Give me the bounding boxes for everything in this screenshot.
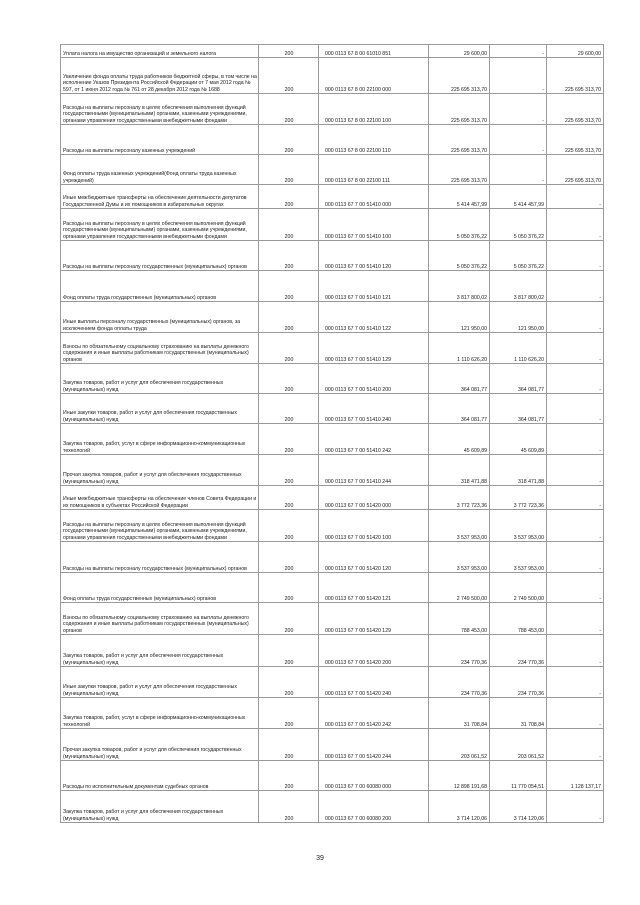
row-name: Расходы на выплаты персоналу государственных (муниципальных) органов — [61, 241, 259, 271]
row-unexecuted-amount: - — [547, 635, 604, 667]
row-name: Закупка товаров, работ, услуг в сфере информационно-коммуникационных технологий — [61, 698, 259, 729]
row-executed-amount: 31 708,84 — [490, 698, 547, 729]
row-unexecuted-amount: - — [547, 424, 604, 455]
row-line-code: 200 — [259, 603, 319, 635]
row-unexecuted-amount: 225 695 313,70 — [547, 94, 604, 125]
row-budget-code: 000 0113 67 8 00 22100 110 — [319, 125, 429, 155]
row-unexecuted-amount: - — [547, 394, 604, 424]
row-executed-amount: 1 110 626,20 — [490, 333, 547, 364]
row-line-code: 200 — [259, 125, 319, 155]
row-approved-amount: 29 600,00 — [429, 45, 490, 58]
row-unexecuted-amount: - — [547, 510, 604, 542]
table-row — [61, 155, 604, 185]
table-row — [61, 58, 604, 94]
row-name: Фонд оплаты труда государственных (муниципальных) органов — [61, 573, 259, 603]
table-row — [61, 635, 604, 667]
table-row — [61, 455, 604, 486]
row-unexecuted-amount: - — [547, 209, 604, 241]
row-name: Фонд оплаты труда казенных учреждений(Фонд оплаты труда казенных учреждений) — [61, 155, 259, 185]
row-unexecuted-amount: 225 695 313,70 — [547, 125, 604, 155]
row-executed-amount: 5 414 457,99 — [490, 185, 547, 209]
row-budget-code: 000 0113 67 7 00 51410 240 — [319, 394, 429, 424]
report-sheet — [60, 44, 603, 823]
row-budget-code: 000 0113 67 7 00 51410 242 — [319, 424, 429, 455]
row-executed-amount: 788 453,00 — [490, 603, 547, 635]
row-unexecuted-amount: - — [547, 603, 604, 635]
row-executed-amount: 45 609,89 — [490, 424, 547, 455]
row-budget-code: 000 0113 67 8 00 22100 100 — [319, 94, 429, 125]
row-executed-amount: 3 817 800,02 — [490, 271, 547, 302]
row-approved-amount: 234 770,36 — [429, 667, 490, 698]
row-executed-amount: - — [490, 94, 547, 125]
row-line-code: 200 — [259, 58, 319, 94]
row-approved-amount: 5 414 457,99 — [429, 185, 490, 209]
row-approved-amount: 234 770,36 — [429, 635, 490, 667]
row-executed-amount: 364 081,77 — [490, 364, 547, 394]
table-row — [61, 333, 604, 364]
row-name: Закупка товаров, работ и услуг для обеспечения государственных (муниципальных) нужд — [61, 635, 259, 667]
row-unexecuted-amount: - — [547, 486, 604, 510]
row-approved-amount: 12 898 191,68 — [429, 761, 490, 791]
table-row — [61, 45, 604, 58]
row-name: Расходы на выплаты персоналу государственных (муниципальных) органов — [61, 542, 259, 573]
row-name: Взносы по обязательному социальному страхованию на выплаты денежного содержания и иные выплаты работникам государственных (муниципальных) органов — [61, 333, 259, 364]
table-row — [61, 394, 604, 424]
row-line-code: 200 — [259, 271, 319, 302]
row-budget-code: 000 0113 67 7 00 51420 129 — [319, 603, 429, 635]
row-name: Иные межбюджетные трансферты на обеспечение деятельности депутатов Государственной Думы и их помощников в избирательных округах — [61, 185, 259, 209]
row-name: Расходы на выплаты персоналу казенных учреждений — [61, 125, 259, 155]
table-row — [61, 542, 604, 573]
row-name: Расходы по исполнительным документам судебных органов — [61, 761, 259, 791]
row-approved-amount: 5 050 376,22 — [429, 209, 490, 241]
row-name: Закупка товаров, работ, услуг в сфере информационно-коммуникационных технологий — [61, 424, 259, 455]
row-unexecuted-amount: - — [547, 271, 604, 302]
row-budget-code: 000 0113 67 7 00 51410 200 — [319, 364, 429, 394]
row-line-code: 200 — [259, 241, 319, 271]
row-line-code: 200 — [259, 635, 319, 667]
row-unexecuted-amount: - — [547, 241, 604, 271]
row-line-code: 200 — [259, 573, 319, 603]
row-executed-amount: 234 770,36 — [490, 667, 547, 698]
row-budget-code: 000 0113 67 7 00 51420 200 — [319, 635, 429, 667]
row-unexecuted-amount: - — [547, 185, 604, 209]
row-approved-amount: 121 950,00 — [429, 302, 490, 333]
table-row — [61, 302, 604, 333]
row-executed-amount: - — [490, 125, 547, 155]
row-name: Уплата налога на имущество организаций и земельного налога — [61, 45, 259, 58]
row-line-code: 200 — [259, 155, 319, 185]
row-executed-amount: 3 537 953,00 — [490, 510, 547, 542]
row-executed-amount: 11 770 054,51 — [490, 761, 547, 791]
table-row — [61, 94, 604, 125]
row-approved-amount: 788 453,00 — [429, 603, 490, 635]
row-name: Фонд оплаты труда государственных (муниципальных) органов — [61, 271, 259, 302]
table-row — [61, 791, 604, 823]
row-line-code: 200 — [259, 185, 319, 209]
table-row — [61, 573, 604, 603]
table-row — [61, 185, 604, 209]
table-row — [61, 729, 604, 761]
row-name: Расходы на выплаты персоналу в целях обеспечения выполнения функций государственными (муниципальными) органами, казенными учреждениями, органами управления государственными внебюджетными фондами — [61, 510, 259, 542]
row-approved-amount: 3 772 723,36 — [429, 486, 490, 510]
row-line-code: 200 — [259, 486, 319, 510]
row-approved-amount: 3 817 800,02 — [429, 271, 490, 302]
row-budget-code: 000 0113 67 7 00 51410 129 — [319, 333, 429, 364]
row-line-code: 200 — [259, 455, 319, 486]
row-unexecuted-amount: - — [547, 667, 604, 698]
row-approved-amount: 3 537 953,00 — [429, 542, 490, 573]
row-approved-amount: 203 061,52 — [429, 729, 490, 761]
row-name: Расходы на выплаты персоналу в целях обеспечения выполнения функций государственными (муниципальными) органами, казенными учреждениями, органами управления государственными внебюджетными фондами — [61, 209, 259, 241]
row-budget-code: 000 0113 67 7 00 51410 122 — [319, 302, 429, 333]
table-row — [61, 209, 604, 241]
table-row — [61, 271, 604, 302]
row-approved-amount: 364 081,77 — [429, 394, 490, 424]
row-line-code: 200 — [259, 45, 319, 58]
row-executed-amount: - — [490, 58, 547, 94]
row-line-code: 200 — [259, 791, 319, 823]
row-line-code: 200 — [259, 424, 319, 455]
row-name: Прочая закупка товаров, работ и услуг для обеспечения государственных (муниципальных) нужд — [61, 729, 259, 761]
row-unexecuted-amount: - — [547, 455, 604, 486]
row-name: Взносы по обязательному социальному страхованию на выплаты денежного содержания и иные выплаты работникам государственных (муниципальных) органов — [61, 603, 259, 635]
row-budget-code: 000 0113 67 7 00 51420 100 — [319, 510, 429, 542]
row-budget-code: 000 0113 67 7 00 51420 242 — [319, 698, 429, 729]
row-line-code: 200 — [259, 667, 319, 698]
row-budget-code: 000 0113 67 7 00 51410 244 — [319, 455, 429, 486]
row-line-code: 200 — [259, 542, 319, 573]
row-executed-amount: 364 081,77 — [490, 394, 547, 424]
row-budget-code: 000 0113 67 7 00 51420 000 — [319, 486, 429, 510]
row-line-code: 200 — [259, 302, 319, 333]
row-budget-code: 000 0113 67 8 00 22100 000 — [319, 58, 429, 94]
row-unexecuted-amount: - — [547, 333, 604, 364]
row-approved-amount: 364 081,77 — [429, 364, 490, 394]
row-approved-amount: 2 749 500,00 — [429, 573, 490, 603]
row-executed-amount: 3 714 120,06 — [490, 791, 547, 823]
row-budget-code: 000 0113 67 8 00 22100 111 — [319, 155, 429, 185]
row-executed-amount: 3 772 723,36 — [490, 486, 547, 510]
row-budget-code: 000 0113 67 7 00 51410 121 — [319, 271, 429, 302]
row-line-code: 200 — [259, 209, 319, 241]
table-row — [61, 603, 604, 635]
budget-execution-table — [60, 44, 604, 823]
table-row — [61, 424, 604, 455]
row-budget-code: 000 0113 67 7 00 51420 120 — [319, 542, 429, 573]
row-approved-amount: 1 110 626,20 — [429, 333, 490, 364]
table-row — [61, 486, 604, 510]
row-unexecuted-amount: 1 128 137,17 — [547, 761, 604, 791]
row-unexecuted-amount: - — [547, 573, 604, 603]
row-unexecuted-amount: 225 695 313,70 — [547, 58, 604, 94]
row-approved-amount: 31 708,84 — [429, 698, 490, 729]
row-unexecuted-amount: - — [547, 542, 604, 573]
row-budget-code: 000 0113 67 7 00 60080 200 — [319, 791, 429, 823]
row-name: Иные закупки товаров, работ и услуг для обеспечения государственных (муниципальных) нужд — [61, 394, 259, 424]
row-unexecuted-amount: - — [547, 729, 604, 761]
row-name: Закупка товаров, работ и услуг для обеспечения государственных (муниципальных) нужд — [61, 364, 259, 394]
row-line-code: 200 — [259, 761, 319, 791]
table-row — [61, 241, 604, 271]
row-executed-amount: 5 050 376,22 — [490, 241, 547, 271]
row-name: Иные закупки товаров, работ и услуг для обеспечения государственных (муниципальных) нужд — [61, 667, 259, 698]
row-executed-amount: 121 950,00 — [490, 302, 547, 333]
row-executed-amount: 318 471,88 — [490, 455, 547, 486]
page-number: 39 — [316, 855, 324, 862]
row-executed-amount: 2 749 500,00 — [490, 573, 547, 603]
table-row — [61, 364, 604, 394]
row-name: Увеличение фонда оплаты труда работников бюджетной сферы, в том числе на исполнение Указов Президента Российской Федерации от 7 мая 2012 года № 597, от 1 июня 2012 года № 761 от 28 декабря 2012 года № 1688 — [61, 58, 259, 94]
row-unexecuted-amount: - — [547, 698, 604, 729]
table-row — [61, 510, 604, 542]
table-body — [61, 45, 604, 823]
row-executed-amount: 5 050 376,22 — [490, 209, 547, 241]
row-approved-amount: 318 471,88 — [429, 455, 490, 486]
row-line-code: 200 — [259, 729, 319, 761]
row-approved-amount: 225 695 313,70 — [429, 94, 490, 125]
row-unexecuted-amount: - — [547, 791, 604, 823]
row-unexecuted-amount: - — [547, 302, 604, 333]
row-line-code: 200 — [259, 510, 319, 542]
table-row — [61, 667, 604, 698]
row-executed-amount: 3 537 953,00 — [490, 542, 547, 573]
row-budget-code: 000 0113 67 8 00 61010 851 — [319, 45, 429, 58]
row-unexecuted-amount: 225 695 313,70 — [547, 155, 604, 185]
row-approved-amount: 3 714 120,06 — [429, 791, 490, 823]
row-unexecuted-amount: - — [547, 364, 604, 394]
row-executed-amount: - — [490, 45, 547, 58]
row-budget-code: 000 0113 67 7 00 60080 000 — [319, 761, 429, 791]
row-executed-amount: - — [490, 155, 547, 185]
row-executed-amount: 203 061,52 — [490, 729, 547, 761]
row-unexecuted-amount: 29 600,00 — [547, 45, 604, 58]
row-budget-code: 000 0113 67 7 00 51410 000 — [319, 185, 429, 209]
table-row — [61, 761, 604, 791]
row-budget-code: 000 0113 67 7 00 51420 121 — [319, 573, 429, 603]
table-row — [61, 125, 604, 155]
row-executed-amount: 234 770,36 — [490, 635, 547, 667]
row-approved-amount: 5 050 376,22 — [429, 241, 490, 271]
row-line-code: 200 — [259, 364, 319, 394]
row-approved-amount: 225 695 313,70 — [429, 155, 490, 185]
row-line-code: 200 — [259, 698, 319, 729]
row-line-code: 200 — [259, 94, 319, 125]
row-approved-amount: 225 695 313,70 — [429, 58, 490, 94]
row-line-code: 200 — [259, 333, 319, 364]
row-name: Расходы на выплаты персоналу в целях обеспечения выполнения функций государственными (муниципальными) органами, казенными учреждениями, органами управления государственными внебюджетными фондами — [61, 94, 259, 125]
row-name: Иные межбюджетные трансферты на обеспечение членов Совета Федерации и их помощников в субъектах Российской Федерации — [61, 486, 259, 510]
row-name: Прочая закупка товаров, работ и услуг для обеспечения государственных (муниципальных) нужд — [61, 455, 259, 486]
row-budget-code: 000 0113 67 7 00 51420 244 — [319, 729, 429, 761]
row-approved-amount: 3 537 953,00 — [429, 510, 490, 542]
row-approved-amount: 225 695 313,70 — [429, 125, 490, 155]
row-budget-code: 000 0113 67 7 00 51410 100 — [319, 209, 429, 241]
row-budget-code: 000 0113 67 7 00 51420 240 — [319, 667, 429, 698]
row-budget-code: 000 0113 67 7 00 51410 120 — [319, 241, 429, 271]
table-row — [61, 698, 604, 729]
row-approved-amount: 45 609,89 — [429, 424, 490, 455]
row-line-code: 200 — [259, 394, 319, 424]
row-name: Закупка товаров, работ и услуг для обеспечения государственных (муниципальных) нужд — [61, 791, 259, 823]
row-name: Иные выплаты персоналу государственных (муниципальных) органов, за исключением фонда оплаты труда — [61, 302, 259, 333]
